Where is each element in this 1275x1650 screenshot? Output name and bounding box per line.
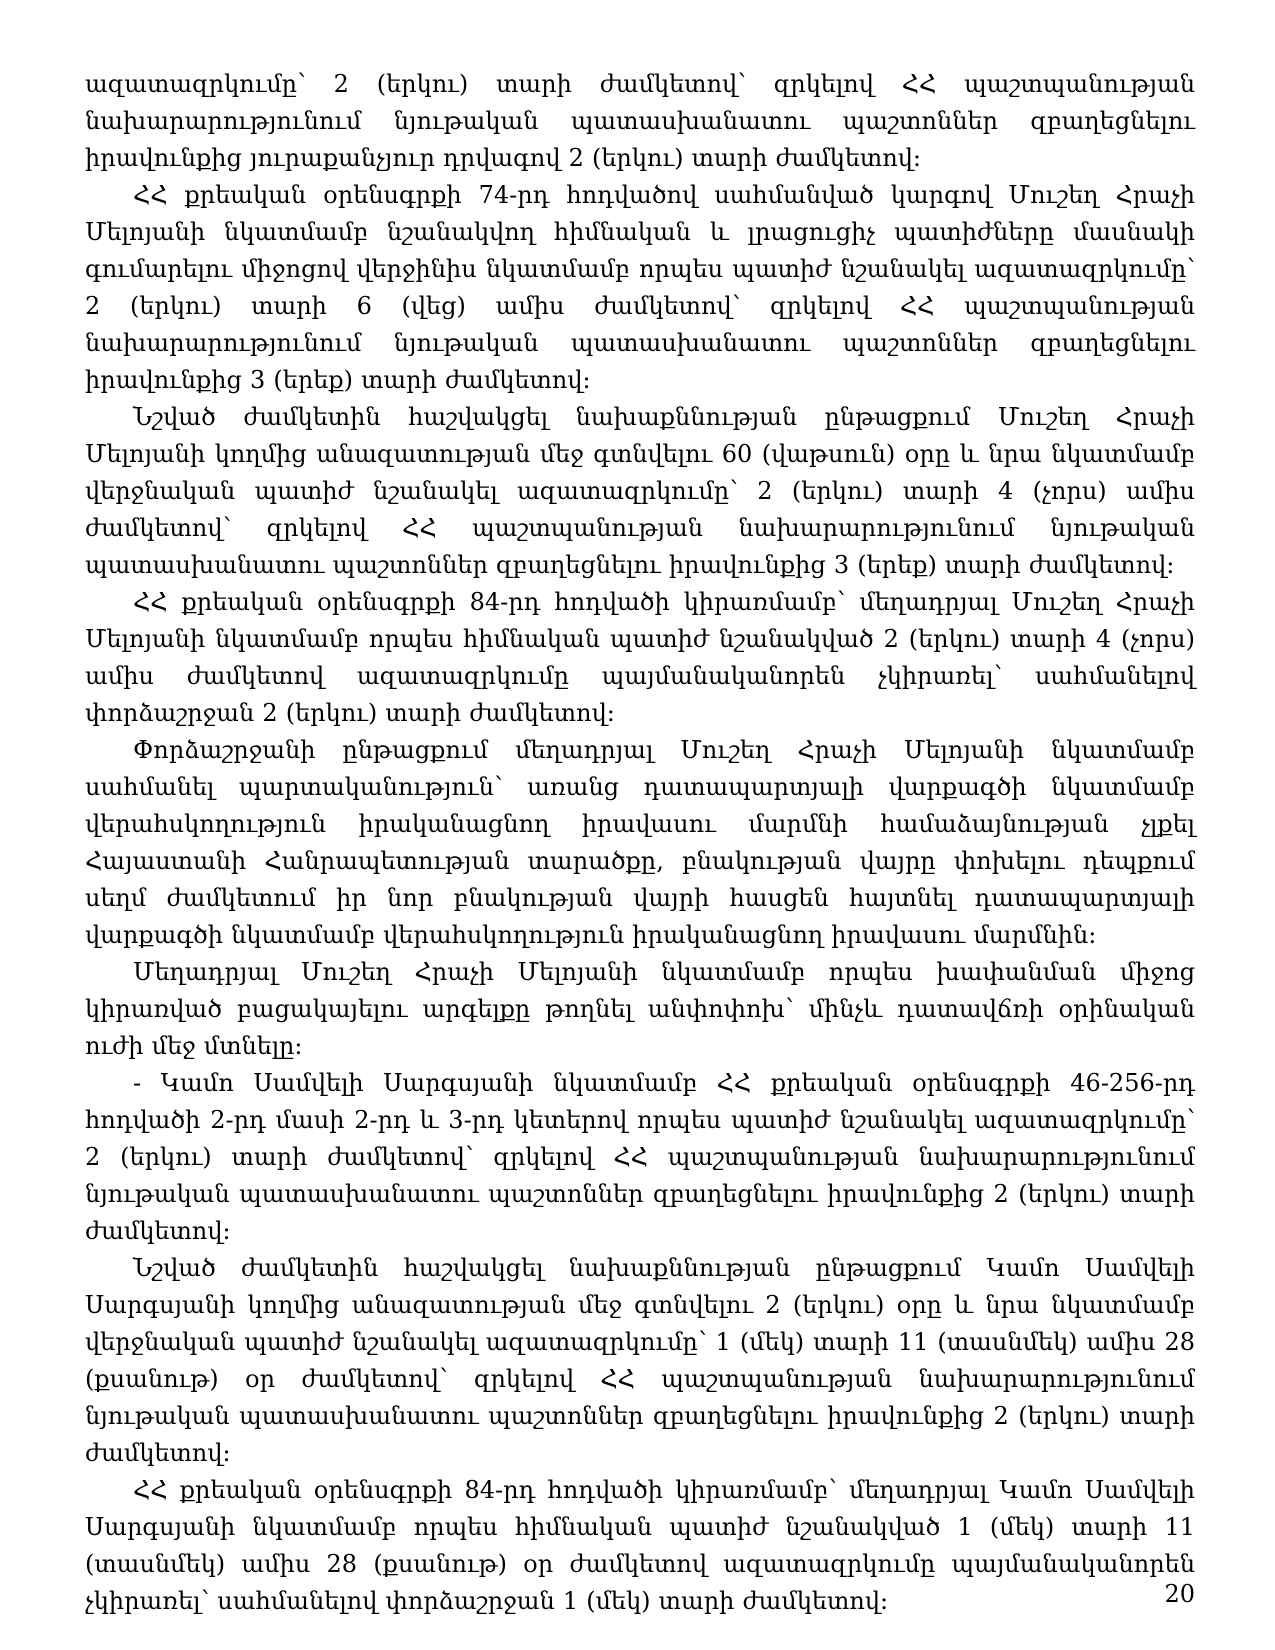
paragraph: Նշված ժամկետին հաշվակցել նախաքննության ընթացքում Կամո Սամվելի Սարգսյանի կողմից անազատության մեջ գտնվելու 2 (երկու) օրը և նրա նկատմամբ վերջնական պատիժ նշանակել ազատազրկումը՝ 1 (մեկ) տարի 11 (տասնմեկ) ամիս 28 (քսանութ) օր ժամկետով՝ զրկելով ՀՀ պաշտպանության նախարարությունում նյութական պատասխանատու պաշտոններ զբաղեցնելու իրավունքից 2 (երկու) տարի ժամկետով։ <box>85 1254 1195 1467</box>
paragraph: ՀՀ քրեական օրենսգրքի 74-րդ հոդվածով սահմանված կարգով Մուշեղ Հրաչի Մելոյանի նկատմամբ նշանակվող հիմնական և լրացուցիչ պատիժները մասնակի գումարելու միջոցով վերջինիս նկատմամբ որպես պատիժ նշանակել ազատազրկումը՝ 2 (երկու) տարի 6 (վեց) ամիս ժամկետով՝ զրկելով ՀՀ պաշտպանության նախարարությունում նյութական պատասխանատու պաշտոններ զբաղեցնելու իրավունքից 3 (երեք) տարի ժամկետով։ <box>85 181 1195 394</box>
paragraph: ազատազրկումը՝ 2 (երկու) տարի ժամկետով՝ զրկելով ՀՀ պաշտպանության նախարարությունում նյութական պատասխանատու պաշտոններ զբաղեցնելու իրավունքից յուրաքանչյուր դրվագով 2 (երկու) տարի ժամկետով։ <box>85 70 1195 172</box>
paragraph: Փորձաշրջանի ընթացքում մեղադրյալ Մուշեղ Հրաչի Մելոյանի նկատմամբ սահմանել պարտականություն՝ առանց դատապարտյալի վարքագծի նկատմամբ վերահսկողություն իրականացնող իրավասու մարմնի համաձայնության չլքել Հայաստանի Հանրապետության տարածքը, բնակության վայրը փոխելու դեպքում սեղմ ժամկետում իր նոր բնակության վայրի հասցեն հայտնել դատապարտյալի վարքագծի նկատմամբ վերահսկողություն իրականացնող իրավասու մարմնին։ <box>85 736 1195 949</box>
paragraph: Մեղադրյալ Մուշեղ Հրաչի Մելոյանի նկատմամբ որպես խափանման միջոց կիրառված բացակայելու արգելքը թողնել անփոփոխ՝ մինչև դատավճռի օրինական ուժի մեջ մտնելը։ <box>85 958 1195 1060</box>
page-number: 20 <box>1164 1580 1195 1608</box>
paragraph: - Կամո Սամվելի Սարգսյանի նկատմամբ ՀՀ քրեական օրենսգրքի 46-256-րդ հոդվածի 2-րդ մասի 2-րդ և 3-րդ կետերով որպես պատիժ նշանակել ազատազրկումը՝ 2 (երկու) տարի ժամկետով՝ զրկելով ՀՀ պաշտպանության նախարարությունում նյութական պատասխանատու պաշտոններ զբաղեցնելու իրավունքից 2 (երկու) տարի ժամկետով։ <box>85 1069 1195 1245</box>
paragraph: Նշված ժամկետին հաշվակցել նախաքննության ընթացքում Մուշեղ Հրաչի Մելոյանի կողմից անազատության մեջ գտնվելու 60 (վաթսուն) օրը և նրա նկատմամբ վերջնական պատիժ նշանակել ազատազրկումը՝ 2 (երկու) տարի 4 (չորս) ամիս ժամկետով՝ զրկելով ՀՀ պաշտպանության նախարարությունում նյութական պատասխանատու պաշտոններ զբաղեցնելու իրավունքից 3 (երեք) տարի ժամկետով։ <box>85 403 1195 579</box>
paragraph: ՀՀ քրեական օրենսգրքի 84-րդ հոդվածի կիրառմամբ՝ մեղադրյալ Կամո Սամվելի Սարգսյանի նկատմամբ որպես հիմնական պատիժ նշանակված 1 (մեկ) տարի 11 (տասնմեկ) ամիս 28 (քսանութ) օր ժամկետով ազատազրկումը պայմանականորեն չկիրառել՝ սահմանելով փորձաշրջան 1 (մեկ) տարի ժամկետով։ <box>85 1476 1195 1615</box>
paragraph: ՀՀ քրեական օրենսգրքի 84-րդ հոդվածի կիրառմամբ՝ մեղադրյալ Մուշեղ Հրաչի Մելոյանի նկատմամբ որպես հիմնական պատիժ նշանակված 2 (երկու) տարի 4 (չորս) ամիս ժամկետով ազատազրկումը պայմանականորեն չկիրառել՝ սահմանելով փորձաշրջան 2 (երկու) տարի ժամկետով։ <box>85 588 1195 727</box>
document-body <box>85 66 1195 1620</box>
